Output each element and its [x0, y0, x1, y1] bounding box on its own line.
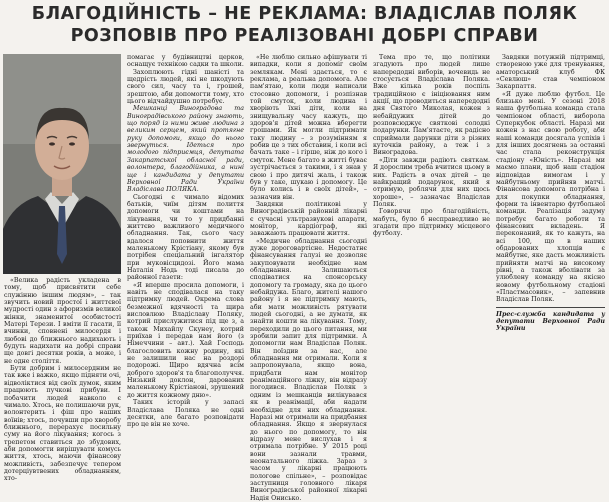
divider: [496, 307, 605, 308]
paragraph-intro: Мешканці Виноградова та Виноградівського району знають, що поряд із ними живе людина з великим серцем, який протягне руку допомоги, якщо до нього звернуться. Ідеться про молодого підприємця, депутата Закарпатської обласної ради, волонтера, благодійника, а нині ще і кандидата у депутати Верховної Ради України Владіслава ПОЛЯКА.: [127, 105, 244, 194]
headline-line-2: РОЗПОВІВ ПРО РЕАЛІЗОВАНІ ДОБРІ СПРАВИ: [70, 26, 539, 46]
paragraph-quote: «Не люблю сильно афішувати ті випадки, коли я допоміг своїм землякам. Мені здається, то є реклама, а реальна допомога. Але пам'ятаю, коли люди написали стосовно допомоги, і розпізнав той смуток, коли людина і хворіють їхні діти, коли на знищувальну часу кажуть, що здоров'я дітей можна вберегти грошами. Як могли підтримати таку людину – з розумінням я робив це з тих обставин, і коли всі бачать таке – і гірше, ніж до кого і смуток. Мене багато в житті буває зустрічається з такими, і я знав у свою і про дитячі жаль, і також був у таке, шукаю і допомогу. Це було колись і в своїх дітей», – зазначив він.: [250, 54, 367, 201]
portrait-photo: [3, 54, 121, 274]
paragraph: Говорячи про благодійність, мабуть, було б несправедливо не згадати про підтримку місцевого футболу.: [373, 208, 490, 238]
paragraph-quote: «Медичне обладнання сьогодні дуже дороговартісне. Недостатнє фінансування галузі не дозволяє закуповувати необхідне нам обладнання. Залишаються сподіватися на спонсорську допомогу та громаду, яка до цього небайдужа. Благо, жителі нашого району і я не підтримку мають, аби мати можливість рятувати людей сьогодні, а не думати, як знайти кошти на лікування. Тому, переходили до цього питання, ми зробили запит для підтримки. А допомогли нам Владіслав Поляк. Він поїздив за нас, але обладнання ми отримали. Коли я запропонувала, якщо вона, придбати нам монітор реанімаційного ліжку, він відразу погодився. Владіслав Поляк з одним із мешканців вилікувався як в реанімації, аби надати необхідне для них обладнання. Наразі ми отримали на придбання обладнання. Якщо я звернулася до нього по допомогу, то він відразу мене вислухав і я отримала потрібне. У 2015 році вони зазнали травми, неонатального ліжка. Зараз з часом у лікарні працюють пологове спільне», – розповідає заступниця головного лікаря Виноградівської районної лікарні Надія Онисько.: [250, 237, 367, 502]
paragraph: Завдяки потужній підтримці, створеною уже для тренування, аматорський клуб ФК «Севлюш» став чемпіоном Закарпаття.: [496, 54, 605, 91]
headline: [0, 0, 609, 50]
paragraph-quote: «Я вперше просила допомоги, і навіть не сподівалася на таку підтримку людей. Окрема слова безмежної вдячності та щира висловлюю Владіславу Поляку, котрий прислужитися під ще з, а також Михайлу Скунеу, котрий приїхав і передав нам його (з Німеччини – авт.). Хай Господь благословить кожну родину, які не залишили нас на роздорі подорожі. Щиро вдячна всім доброго здоров'я та благополуччя. Низький доклон, дарованих маленькому Крістіанові, зрушений до життя кожному дню».: [127, 281, 244, 399]
paragraph: Бути добрим і милосердним не так вже і важко, якщо підняти очі, відволіктися від своїх думок, яким працюють пучкові прибуви. І побачити людей навколо є чимало. Хтось, не полишаючи рук, волонтерить і фіш про наших воїнів; хтось, почувши про хворобу ближнього, перерахує посильну суму на його лікування; когось з трепетом ставиться до збудових, аби допомогти вирішувати комусь життя, хтось, маючи фінансову можливість, забезпечує тепером дотерціувтвених обладнанням, хто-: [4, 365, 121, 483]
paragraph: Завдяки політикові у Виноградівській районній лікарні є сучасні ультразвукові апарати, монітор, кардіограф, які заважають працювати життя.: [250, 200, 367, 238]
column-2: [127, 54, 244, 494]
column-1: [4, 277, 121, 495]
paragraph: «Велика радість укладена в тому, щоб присвятити себе служінню іншим людям», – так звучить новий простої і життєвої мудрості один з афоризмів великої жінки, знаменитої особистості Матері Терези. І вміти її гасати, її вчинки, сповнені милосердя і любові до ближнього надихають і будуть надихати на добрі справи ще довгі десятки років, а може, і не одне століття.: [4, 277, 121, 365]
paragraph: Тема про те, що політики згадують про людей лише напередодні виборів, вочевидь не стосується Владіслава Поляка. Вже кілька років поспіль традиційною є ініціювання ним акції, що проводиться напередодні дня Святого Миколая, кожен з небайдужих дітей до розповсюджує святкові солодкі подарунки. Пам'ятаєте, як радісно сприймали дарунки діти з різних куточків району, а теж і з Виноградова.: [373, 54, 490, 157]
paragraph: Сьогодні є чимало відомих батьків, чиїм дітям полиття допомоги чи коштами на лікування, чи то у придбанні життєво важливого медичного обладнання. Так, сього часу вдалося поповнити життя маленькому Крістіану, якому був потрібен спеціальний інгалятор при муковісцидозі. Його мама Наталія Нодь тоді писала до районної газети:: [127, 193, 244, 282]
column-4: [373, 54, 490, 494]
column-3: [250, 54, 367, 502]
paragraph: Таких історій у запасі Владіслава Поляка не одні десятки, але багато розповідати про це він не хоче.: [127, 399, 244, 429]
column-5: [496, 54, 605, 494]
paragraph-quote: «Я дуже люблю футбол. Це близько мені. У сезоні 2018 наша футбольна команда стала чемпіоном області, виборола Суперкубок області. Наразі ми кожен з нас свою роботу, аби наші команди досягала успіхів і для інших досягнень за останні час стала реконструкція стадіону «Юність». Наразі ми маємо плани, щоб наш стадіон відповідав вимогам і у майбутньому прийняв матчі. Фінансова допомога потрібна і для покупки обладнання, форми та інвентарю футбольної команди. Реалізація задуму потребує багато роботи та фінансових вкладень. Я переконаний, як то кажуть, на всі 100, що в наших обдарованих хлопців є майбутнє, яке дасть можливість прийняти матчі на високому рівні, а також вболівати за улюблену команду на якісно новому футбольному стадіоні «Пластмасовик», – запевнив Владіслав Поляк.: [496, 90, 605, 304]
headline-line-1: БЛАГОДІЙНІСТЬ – НЕ РЕКЛАМА: ВЛАДІСЛАВ ПОЛЯК: [31, 4, 578, 24]
paragraph: Захоплюють гідні шаністі та щедрість людей, які не шкодують свого сил, часу та і, грошей, зрештою, аби допомогти тому, хто цього відчайдушно потребує.: [127, 68, 244, 106]
press-service-signature: Прес-служба кандидата у депутати Верховної Ради України: [496, 310, 605, 333]
paragraph: помагає у будівництві церков, оснащує технікою садки та школи.: [127, 54, 244, 69]
paragraph-quote: «Діти завжди радіють святкам. Я дорослим треба вчитися цьому в них. Радість в очах дітей – це найкращий подарунок, який я отримую, роблячи для них щось хороше», – зазначає Владіслав Поляк.: [373, 156, 490, 208]
